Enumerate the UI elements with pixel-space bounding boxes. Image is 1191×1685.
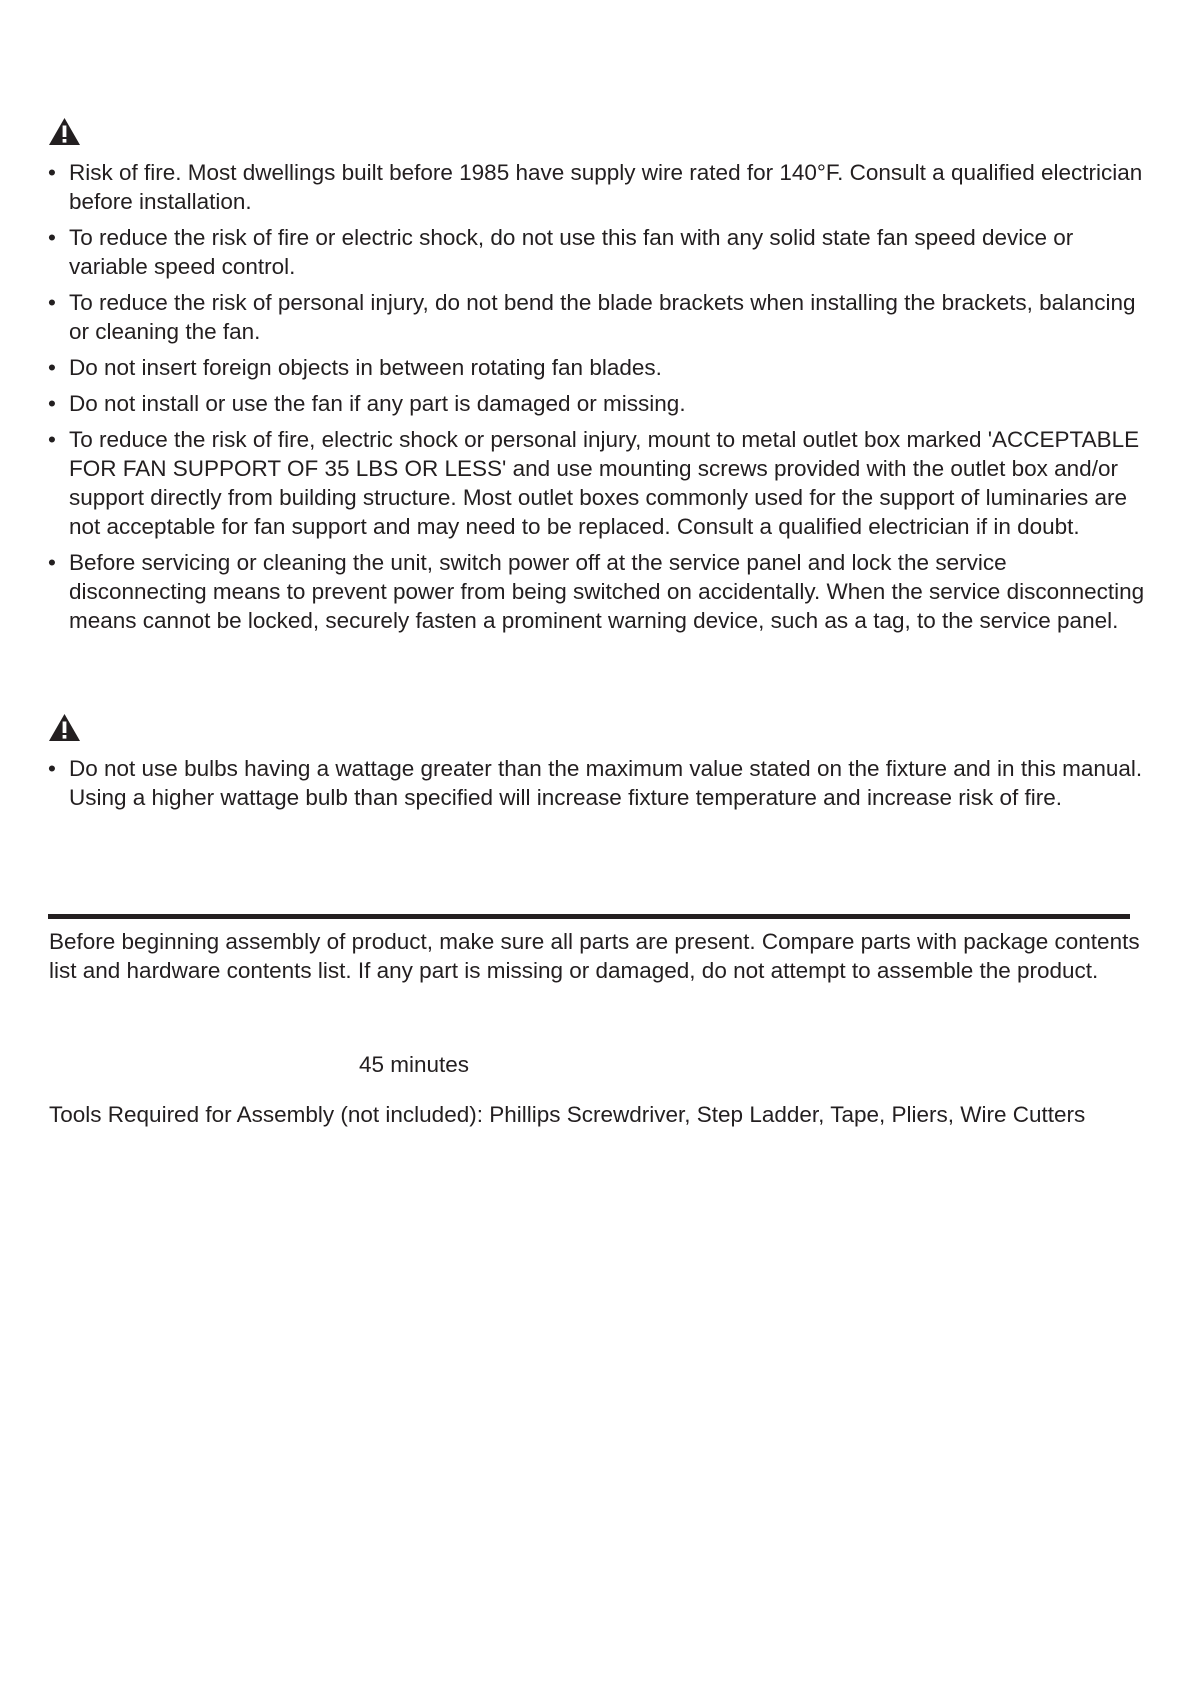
warning-list-1 bbox=[48, 158, 1148, 642]
warning-item bbox=[48, 389, 1148, 418]
warning-text: Risk of fire. Most dwellings built before 1985 have supply wire rated for 140°F. Consult a qualified electrician before installation. bbox=[69, 160, 1143, 214]
warning-triangle-icon bbox=[48, 117, 81, 146]
warning-item bbox=[48, 158, 1148, 216]
assembly-time-value: 45 minutes bbox=[359, 1052, 470, 1077]
bullet: • bbox=[48, 550, 56, 575]
bullet: • bbox=[48, 225, 56, 250]
warning-item bbox=[48, 548, 1148, 635]
warning-text: Do not use bulbs having a wattage greater than the maximum value stated on the fixture and in this manual. Using a higher wattage bulb than specified will increase fixture temperature and increase risk of fire. bbox=[69, 756, 1143, 810]
warning-triangle-icon bbox=[48, 713, 81, 742]
warning-item bbox=[48, 223, 1148, 281]
section-divider bbox=[48, 914, 1130, 919]
bullet: • bbox=[48, 355, 56, 380]
warning-text: Do not insert foreign objects in between rotating fan blades. bbox=[69, 355, 662, 380]
bullet: • bbox=[48, 427, 56, 452]
preparation-intro: Before beginning assembly of product, make sure all parts are present. Compare parts with package contents list and hardware contents list. If any part is missing or damaged, do not attempt to assemble the product. bbox=[49, 929, 1140, 983]
warning-list-2 bbox=[48, 754, 1148, 819]
warning-item bbox=[48, 288, 1148, 346]
warning-item bbox=[48, 353, 1148, 382]
bullet: • bbox=[48, 391, 56, 416]
warning-item bbox=[48, 425, 1148, 541]
warning-text: Do not install or use the fan if any part is damaged or missing. bbox=[69, 391, 686, 416]
tools-required: Tools Required for Assembly (not included): Phillips Screwdriver, Step Ladder, Tape, Pliers, Wire Cutters bbox=[49, 1102, 1086, 1127]
warning-text: To reduce the risk of fire, electric shock or personal injury, mount to metal outlet box marked 'ACCEPTABLE FOR FAN SUPPORT OF 35 LBS OR LESS' and use mounting screws provided with the outlet box and/or support directly from building structure. Most outlet boxes commonly used for the support of luminaries are not acceptable for fan support and may need to be replaced. Consult a qualified electrician if in doubt. bbox=[69, 427, 1140, 539]
bullet: • bbox=[48, 290, 56, 315]
warning-text: Before servicing or cleaning the unit, switch power off at the service panel and lock the service disconnecting means to prevent power from being switched on accidentally. When the service disconnecting means cannot be locked, securely fasten a prominent warning device, such as a tag, to the service panel. bbox=[69, 550, 1145, 633]
warning-item bbox=[48, 754, 1148, 812]
warning-text: To reduce the risk of personal injury, do not bend the blade brackets when installing the brackets, balancing or cleaning the fan. bbox=[69, 290, 1136, 344]
bullet: • bbox=[48, 160, 56, 185]
bullet: • bbox=[48, 756, 56, 781]
warning-text: To reduce the risk of fire or electric shock, do not use this fan with any solid state fan speed device or variable speed control. bbox=[69, 225, 1074, 279]
